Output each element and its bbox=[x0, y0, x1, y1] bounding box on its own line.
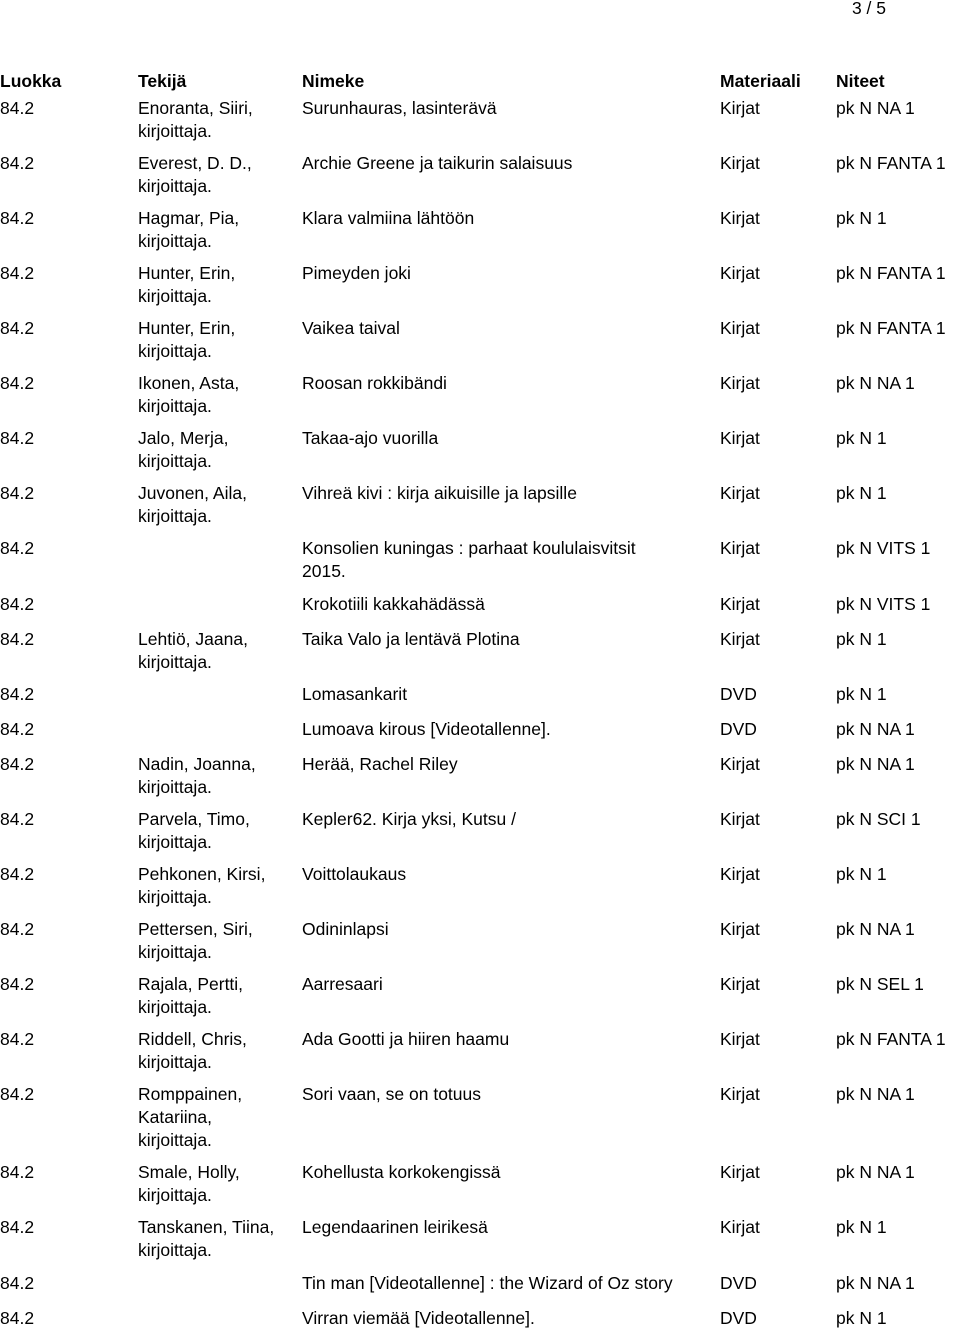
cell-nimeke bbox=[302, 1028, 509, 1051]
cell-nimeke bbox=[302, 317, 400, 340]
cell-nimeke bbox=[302, 628, 520, 651]
cell-tekija-line: Katariina, bbox=[138, 1107, 212, 1127]
cell-nimeke-line: Kohellusta korkokengissä bbox=[302, 1162, 501, 1182]
cell-nimeke bbox=[302, 973, 383, 996]
cell-materiaali: Kirjat bbox=[720, 98, 760, 118]
cell-tekija-line: kirjoittaja. bbox=[138, 652, 212, 672]
cell-tekija-line: Tanskanen, Tiina, bbox=[138, 1217, 275, 1237]
cell-niteet: pk N 1 bbox=[836, 428, 887, 448]
cell-niteet: pk N NA 1 bbox=[836, 1162, 915, 1182]
cell-tekija bbox=[138, 482, 247, 528]
cell-luokka: 84.2 bbox=[0, 373, 35, 393]
cell-nimeke bbox=[302, 808, 516, 831]
cell-luokka: 84.2 bbox=[0, 538, 35, 558]
cell-nimeke-line: Legendaarinen leirikesä bbox=[302, 1217, 488, 1237]
cell-tekija bbox=[138, 262, 235, 308]
cell-tekija-line: kirjoittaja. bbox=[138, 1240, 212, 1260]
cell-nimeke-line: Krokotiili kakkahädässä bbox=[302, 594, 485, 614]
cell-luokka: 84.2 bbox=[0, 428, 35, 448]
cell-nimeke-line: Pimeyden joki bbox=[302, 263, 411, 283]
cell-nimeke bbox=[302, 1216, 488, 1239]
header-materiaali: Materiaali bbox=[720, 71, 801, 91]
cell-nimeke-line: Herää, Rachel Riley bbox=[302, 754, 458, 774]
cell-materiaali: Kirjat bbox=[720, 373, 760, 393]
cell-niteet: pk N 1 bbox=[836, 208, 887, 228]
header-tekija: Tekijä bbox=[138, 71, 187, 91]
cell-tekija-line: kirjoittaja. bbox=[138, 506, 212, 526]
cell-materiaali: DVD bbox=[720, 1308, 757, 1328]
cell-luokka: 84.2 bbox=[0, 974, 35, 994]
cell-nimeke-line: Lomasankarit bbox=[302, 684, 408, 704]
cell-nimeke-line: Voittolaukaus bbox=[302, 864, 407, 884]
cell-niteet: pk N FANTA 1 bbox=[836, 318, 946, 338]
cell-tekija-line: Hagmar, Pia, bbox=[138, 208, 240, 228]
cell-materiaali: DVD bbox=[720, 719, 757, 739]
cell-tekija-line: Pehkonen, Kirsi, bbox=[138, 864, 266, 884]
cell-tekija bbox=[138, 207, 239, 253]
cell-tekija-line: kirjoittaja. bbox=[138, 997, 212, 1017]
cell-luokka: 84.2 bbox=[0, 684, 35, 704]
cell-tekija bbox=[138, 753, 256, 799]
cell-tekija-line: Everest, D. D., bbox=[138, 153, 252, 173]
cell-nimeke-line: Lumoava kirous [Videotallenne]. bbox=[302, 719, 551, 739]
cell-luokka: 84.2 bbox=[0, 153, 35, 173]
cell-nimeke bbox=[302, 683, 407, 706]
cell-materiaali: Kirjat bbox=[720, 919, 760, 939]
cell-niteet: pk N FANTA 1 bbox=[836, 153, 946, 173]
cell-nimeke-line: 2015. bbox=[302, 561, 346, 581]
cell-luokka: 84.2 bbox=[0, 629, 35, 649]
cell-tekija bbox=[138, 317, 235, 363]
cell-tekija-line: kirjoittaja. bbox=[138, 176, 212, 196]
cell-luokka: 84.2 bbox=[0, 594, 35, 614]
cell-tekija-line: Jalo, Merja, bbox=[138, 428, 229, 448]
cell-nimeke-line: Vaikea taival bbox=[302, 318, 400, 338]
header-luokka: Luokka bbox=[0, 71, 62, 91]
cell-materiaali: Kirjat bbox=[720, 263, 760, 283]
cell-luokka: 84.2 bbox=[0, 719, 35, 739]
cell-nimeke bbox=[302, 918, 389, 941]
cell-niteet: pk N NA 1 bbox=[836, 719, 915, 739]
cell-luokka: 84.2 bbox=[0, 864, 35, 884]
cell-luokka: 84.2 bbox=[0, 263, 35, 283]
cell-tekija-line: kirjoittaja. bbox=[138, 1130, 212, 1150]
cell-luokka: 84.2 bbox=[0, 1162, 35, 1182]
cell-nimeke-line: Vihreä kivi : kirja aikuisille ja lapsille bbox=[302, 483, 577, 503]
cell-nimeke bbox=[302, 863, 406, 886]
header-nimeke: Nimeke bbox=[302, 71, 365, 91]
cell-materiaali: Kirjat bbox=[720, 153, 760, 173]
cell-luokka: 84.2 bbox=[0, 318, 35, 338]
cell-tekija-line: Smale, Holly, bbox=[138, 1162, 240, 1182]
cell-tekija bbox=[138, 1216, 274, 1262]
cell-nimeke bbox=[302, 427, 438, 450]
cell-tekija bbox=[138, 152, 252, 198]
cell-tekija-line: kirjoittaja. bbox=[138, 286, 212, 306]
cell-materiaali: Kirjat bbox=[720, 754, 760, 774]
cell-tekija-line: Lehtiö, Jaana, bbox=[138, 629, 248, 649]
cell-nimeke-line: Odininlapsi bbox=[302, 919, 389, 939]
cell-tekija bbox=[138, 372, 239, 418]
cell-tekija-line: Pettersen, Siri, bbox=[138, 919, 253, 939]
cell-tekija-line: kirjoittaja. bbox=[138, 832, 212, 852]
cell-tekija-line: Hunter, Erin, bbox=[138, 263, 236, 283]
cell-tekija-line: kirjoittaja. bbox=[138, 942, 212, 962]
cell-tekija-line: Parvela, Timo, bbox=[138, 809, 250, 829]
cell-tekija bbox=[138, 97, 253, 143]
cell-luokka: 84.2 bbox=[0, 1217, 35, 1237]
cell-nimeke-line: Sori vaan, se on totuus bbox=[302, 1084, 481, 1104]
cell-nimeke bbox=[302, 718, 551, 741]
cell-nimeke-line: Ada Gootti ja hiiren haamu bbox=[302, 1029, 510, 1049]
cell-luokka: 84.2 bbox=[0, 483, 35, 503]
cell-niteet: pk N SEL 1 bbox=[836, 974, 924, 994]
cell-tekija-line: Rajala, Pertti, bbox=[138, 974, 244, 994]
cell-nimeke bbox=[302, 482, 577, 505]
cell-tekija-line: Juvonen, Aila, bbox=[138, 483, 247, 503]
cell-materiaali: Kirjat bbox=[720, 208, 760, 228]
cell-niteet: pk N 1 bbox=[836, 1308, 887, 1328]
cell-nimeke bbox=[302, 1083, 481, 1106]
cell-nimeke-line: Aarresaari bbox=[302, 974, 383, 994]
page-number: 3 / 5 bbox=[851, 0, 886, 18]
cell-nimeke-line: Tin man [Videotallenne] : the Wizard of Oz story bbox=[302, 1273, 673, 1293]
cell-tekija-line: Nadin, Joanna, bbox=[138, 754, 256, 774]
cell-materiaali: DVD bbox=[720, 1273, 757, 1293]
cell-niteet: pk N SCI 1 bbox=[836, 809, 921, 829]
header-niteet: Niteet bbox=[836, 71, 885, 91]
cell-materiaali: Kirjat bbox=[720, 428, 760, 448]
cell-tekija-line: Romppainen, bbox=[138, 1084, 243, 1104]
cell-tekija bbox=[138, 808, 250, 854]
cell-nimeke bbox=[302, 753, 458, 776]
cell-materiaali: Kirjat bbox=[720, 318, 760, 338]
cell-luokka: 84.2 bbox=[0, 98, 35, 118]
cell-materiaali: Kirjat bbox=[720, 629, 760, 649]
cell-nimeke bbox=[302, 97, 497, 120]
cell-tekija bbox=[138, 427, 228, 473]
cell-tekija bbox=[138, 918, 253, 964]
cell-luokka: 84.2 bbox=[0, 1308, 35, 1328]
cell-tekija bbox=[138, 1028, 247, 1074]
cell-nimeke-line: Virran viemää [Videotallenne]. bbox=[302, 1308, 535, 1328]
cell-niteet: pk N NA 1 bbox=[836, 98, 915, 118]
cell-nimeke-line: Taika Valo ja lentävä Plotina bbox=[302, 629, 520, 649]
cell-tekija-line: Ikonen, Asta, bbox=[138, 373, 240, 393]
cell-tekija-line: kirjoittaja. bbox=[138, 1185, 212, 1205]
cell-tekija-line: Enoranta, Siiri, bbox=[138, 98, 253, 118]
cell-niteet: pk N 1 bbox=[836, 483, 887, 503]
cell-niteet: pk N NA 1 bbox=[836, 1084, 915, 1104]
cell-nimeke-line: Archie Greene ja taikurin salaisuus bbox=[302, 153, 573, 173]
cell-luokka: 84.2 bbox=[0, 919, 35, 939]
cell-nimeke-line: Klara valmiina lähtöön bbox=[302, 208, 475, 228]
cell-luokka: 84.2 bbox=[0, 208, 35, 228]
cell-tekija bbox=[138, 1083, 242, 1152]
cell-materiaali: Kirjat bbox=[720, 1029, 760, 1049]
cell-niteet: pk N NA 1 bbox=[836, 1273, 915, 1293]
cell-nimeke bbox=[302, 152, 572, 175]
cell-materiaali: Kirjat bbox=[720, 974, 760, 994]
cell-tekija bbox=[138, 863, 265, 909]
cell-materiaali: Kirjat bbox=[720, 1217, 760, 1237]
cell-niteet: pk N 1 bbox=[836, 864, 887, 884]
cell-niteet: pk N NA 1 bbox=[836, 919, 915, 939]
cell-niteet: pk N FANTA 1 bbox=[836, 1029, 946, 1049]
cell-materiaali: Kirjat bbox=[720, 1084, 760, 1104]
cell-niteet: pk N NA 1 bbox=[836, 754, 915, 774]
cell-tekija-line: kirjoittaja. bbox=[138, 451, 212, 471]
cell-tekija-line: kirjoittaja. bbox=[138, 1052, 212, 1072]
cell-niteet: pk N 1 bbox=[836, 684, 887, 704]
cell-luokka: 84.2 bbox=[0, 1084, 35, 1104]
cell-niteet: pk N NA 1 bbox=[836, 373, 915, 393]
cell-niteet: pk N VITS 1 bbox=[836, 538, 931, 558]
cell-materiaali: DVD bbox=[720, 684, 757, 704]
cell-materiaali: Kirjat bbox=[720, 594, 760, 614]
cell-nimeke-line: Kepler62. Kirja yksi, Kutsu / bbox=[302, 809, 516, 829]
cell-niteet: pk N FANTA 1 bbox=[836, 263, 946, 283]
cell-nimeke bbox=[302, 372, 447, 395]
cell-nimeke-line: Takaa-ajo vuorilla bbox=[302, 428, 439, 448]
cell-materiaali: Kirjat bbox=[720, 809, 760, 829]
cell-tekija bbox=[138, 628, 248, 674]
cell-nimeke bbox=[302, 1161, 500, 1184]
cell-tekija-line: kirjoittaja. bbox=[138, 121, 212, 141]
cell-nimeke bbox=[302, 1307, 535, 1330]
cell-luokka: 84.2 bbox=[0, 1273, 35, 1293]
cell-luokka: 84.2 bbox=[0, 754, 35, 774]
cell-luokka: 84.2 bbox=[0, 809, 35, 829]
cell-nimeke bbox=[302, 537, 636, 583]
cell-tekija-line: Hunter, Erin, bbox=[138, 318, 236, 338]
cell-tekija-line: Riddell, Chris, bbox=[138, 1029, 247, 1049]
cell-nimeke bbox=[302, 1272, 673, 1295]
cell-nimeke-line: Roosan rokkibändi bbox=[302, 373, 447, 393]
cell-luokka: 84.2 bbox=[0, 1029, 35, 1049]
cell-tekija-line: kirjoittaja. bbox=[138, 231, 212, 251]
cell-materiaali: Kirjat bbox=[720, 483, 760, 503]
cell-niteet: pk N 1 bbox=[836, 1217, 887, 1237]
cell-materiaali: Kirjat bbox=[720, 538, 760, 558]
cell-niteet: pk N VITS 1 bbox=[836, 594, 931, 614]
cell-tekija-line: kirjoittaja. bbox=[138, 396, 212, 416]
cell-nimeke-line: Surunhauras, lasinterävä bbox=[302, 98, 497, 118]
cell-tekija-line: kirjoittaja. bbox=[138, 777, 212, 797]
cell-materiaali: Kirjat bbox=[720, 1162, 760, 1182]
cell-tekija-line: kirjoittaja. bbox=[138, 887, 212, 907]
cell-nimeke-line: Konsolien kuningas : parhaat koululaisvitsit bbox=[302, 538, 636, 558]
cell-tekija bbox=[138, 1161, 240, 1207]
cell-tekija bbox=[138, 973, 243, 1019]
cell-niteet: pk N 1 bbox=[836, 629, 887, 649]
cell-tekija-line: kirjoittaja. bbox=[138, 341, 212, 361]
cell-nimeke bbox=[302, 593, 485, 616]
cell-nimeke bbox=[302, 262, 411, 285]
cell-materiaali: Kirjat bbox=[720, 864, 760, 884]
cell-nimeke bbox=[302, 207, 474, 230]
